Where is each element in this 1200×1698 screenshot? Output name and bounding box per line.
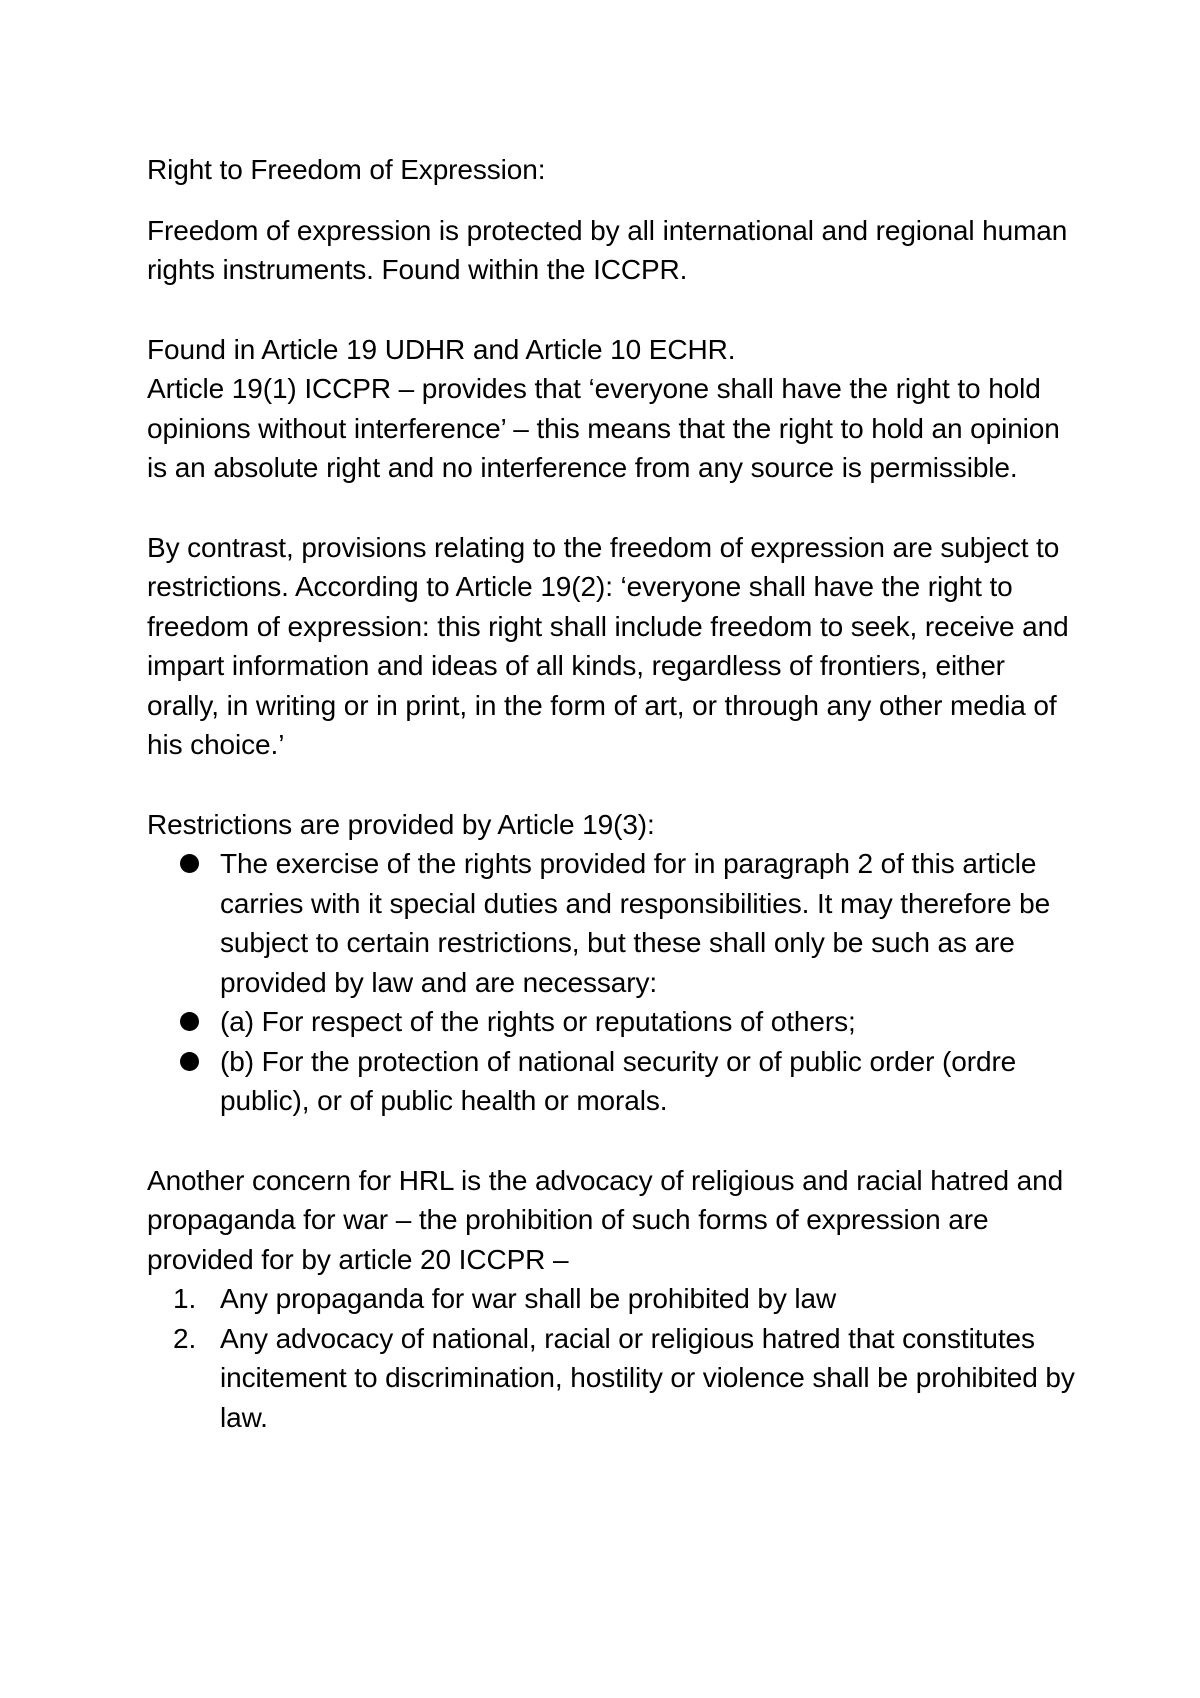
article-20-list [147,1279,1077,1437]
bullet-icon [180,1012,199,1031]
paragraph-article-19-1: Article 19(1) ICCPR – provides that ‘everyone shall have the right to hold opinions without interference’ – this means that the right to hold an opinion is an absolute right and no interference from any source is permissible. [147,373,1060,483]
bullet-icon [180,1052,199,1071]
list-item-text: The exercise of the rights provided for in paragraph 2 of this article carries with it special duties and responsibilities. It may therefore be subject to certain restrictions, but these shall only be such as are provided by law and are necessary: [220,848,1051,998]
list-number: 1. [173,1283,197,1314]
list-item-text: (a) For respect of the rights or reputations of others; [220,1006,856,1037]
paragraph-udhr-echr: Found in Article 19 UDHR and Article 10 ECHR. [147,333,736,365]
document-body [147,150,1077,1477]
bullet-icon [180,854,199,873]
list-number: 2. [173,1322,197,1354]
restrictions-list [147,844,1077,1121]
list-item [147,1319,1077,1438]
article-20-intro: Another concern for HRL is the advocacy of religious and racial hatred and propaganda for war – the prohibition of such forms of expression are provided for by article 20 ICCPR – [147,1164,1064,1275]
document-title: Right to Freedom of Expression: [147,154,546,185]
list-item [147,1002,1077,1042]
list-item-text: (b) For the protection of national security or of public order (ordre public), or of public health or morals. [220,1045,1017,1116]
list-item-text: Any propaganda for war shall be prohibited by law [220,1283,837,1314]
list-item-text: Any advocacy of national, racial or religious hatred that constitutes incitement to discrimination, hostility or violence shall be prohibited by law. [220,1322,1075,1433]
restrictions-intro: Restrictions are provided by Article 19(3): [147,808,655,840]
list-item [147,1279,1077,1319]
list-item [147,844,1077,1002]
list-item [147,1042,1077,1121]
paragraph-article-19-2: By contrast, provisions relating to the freedom of expression are subject to restrictions. According to Article 19(2): ‘everyone shall have the right to freedom of expression: this right shall include freedom to seek, receive and impart information and ideas of all kinds, regardless of frontiers, either orally, in writing or in print, in the form of art, or through any other media of his choice.’ [147,531,1069,760]
paragraph-intro: Freedom of expression is protected by all international and regional human rights instruments. Found within the ICCPR. [147,214,1068,285]
